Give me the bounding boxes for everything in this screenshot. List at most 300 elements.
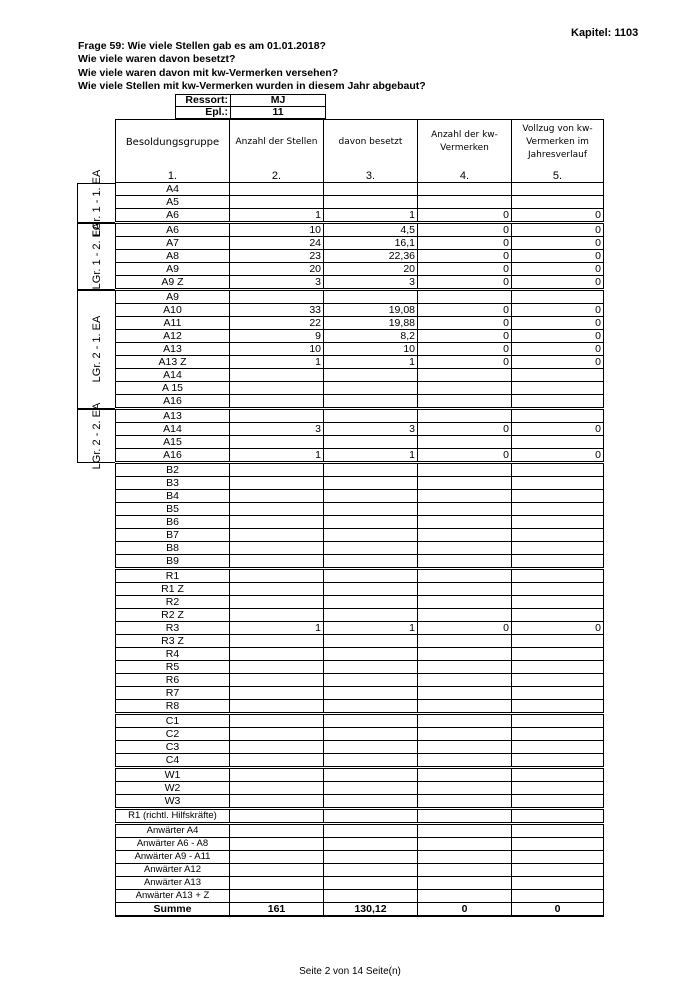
header-cell: Besoldungsgruppe xyxy=(116,120,230,165)
table-row xyxy=(116,395,604,409)
value-cell xyxy=(418,596,512,609)
value-cell xyxy=(230,542,324,555)
value-cell xyxy=(418,516,512,529)
question-block xyxy=(78,40,426,93)
value-cell xyxy=(512,838,604,851)
value-cell xyxy=(230,851,324,864)
value-cell: 0 xyxy=(512,317,604,330)
value-cell xyxy=(418,782,512,795)
value-cell xyxy=(418,890,512,903)
grade-cell: A8 xyxy=(116,250,230,263)
table-row xyxy=(116,369,604,382)
grade-cell: C1 xyxy=(116,714,230,728)
value-cell: 1 xyxy=(230,449,324,463)
ressort-label: Ressort: xyxy=(176,95,231,107)
value-cell xyxy=(230,864,324,877)
chapter-label: Kapitel: 1103 xyxy=(571,27,639,39)
table-row xyxy=(116,741,604,754)
table-row xyxy=(116,583,604,596)
value-cell xyxy=(324,890,418,903)
page-footer: Seite 2 von 14 Seite(n) xyxy=(299,966,401,977)
group-label-lgr2-2ea xyxy=(77,402,115,469)
value-cell xyxy=(324,490,418,503)
value-cell xyxy=(324,583,418,596)
value-cell xyxy=(512,382,604,395)
table-row xyxy=(116,754,604,768)
value-cell: 0 xyxy=(512,622,604,635)
value-cell: 0 xyxy=(512,343,604,356)
grade-cell: Anwärter A13 + Z xyxy=(116,890,230,903)
grade-cell: A13 xyxy=(116,343,230,356)
table-row xyxy=(116,795,604,809)
value-cell xyxy=(324,409,418,423)
value-cell: 0 xyxy=(512,276,604,290)
value-cell xyxy=(230,596,324,609)
value-cell: 8,2 xyxy=(324,330,418,343)
value-cell xyxy=(418,503,512,516)
table-row xyxy=(116,503,604,516)
value-cell xyxy=(418,824,512,838)
value-cell xyxy=(512,395,604,409)
table-row xyxy=(116,330,604,343)
value-cell xyxy=(418,609,512,622)
value-cell xyxy=(230,674,324,687)
table-row xyxy=(116,768,604,782)
value-cell xyxy=(230,687,324,700)
value-cell xyxy=(512,583,604,596)
value-cell xyxy=(230,490,324,503)
value-cell: 1 xyxy=(324,622,418,635)
value-cell xyxy=(230,382,324,395)
value-cell xyxy=(512,674,604,687)
table-row xyxy=(116,596,604,609)
value-cell xyxy=(512,687,604,700)
grade-cell: A4 xyxy=(116,183,230,196)
value-cell xyxy=(230,809,324,824)
table-row xyxy=(116,263,604,276)
header-number-row xyxy=(116,164,604,183)
table-row xyxy=(116,864,604,877)
value-cell: 3 xyxy=(324,423,418,436)
grade-cell: A11 xyxy=(116,317,230,330)
grade-cell: A13 xyxy=(116,409,230,423)
value-cell xyxy=(418,851,512,864)
grade-cell: A9 xyxy=(116,290,230,304)
grade-cell: A15 xyxy=(116,436,230,449)
value-cell: 0 xyxy=(512,449,604,463)
table-row xyxy=(116,382,604,395)
value-cell xyxy=(324,609,418,622)
value-cell: 10 xyxy=(324,343,418,356)
value-cell xyxy=(512,714,604,728)
value-cell xyxy=(230,409,324,423)
value-cell xyxy=(512,409,604,423)
table-row xyxy=(116,290,604,304)
value-cell: 1 xyxy=(230,356,324,369)
grade-cell: A5 xyxy=(116,196,230,209)
value-cell xyxy=(230,609,324,622)
value-cell xyxy=(230,754,324,768)
value-cell xyxy=(418,382,512,395)
value-cell xyxy=(418,838,512,851)
value-cell: 0 xyxy=(512,237,604,250)
grade-cell: W1 xyxy=(116,768,230,782)
group-label-lgr1-1ea xyxy=(77,169,115,236)
value-cell xyxy=(512,463,604,477)
value-cell xyxy=(230,782,324,795)
table-row xyxy=(116,183,604,196)
table-row xyxy=(116,728,604,741)
value-cell xyxy=(324,516,418,529)
value-cell xyxy=(512,183,604,196)
value-cell xyxy=(512,196,604,209)
value-cell: 3 xyxy=(324,276,418,290)
grade-cell: R2 xyxy=(116,596,230,609)
value-cell xyxy=(324,661,418,674)
table-row xyxy=(116,490,604,503)
value-cell xyxy=(324,782,418,795)
table-row xyxy=(116,809,604,824)
table-row xyxy=(116,477,604,490)
value-cell xyxy=(418,741,512,754)
value-cell xyxy=(512,809,604,824)
value-cell xyxy=(418,463,512,477)
positions-table xyxy=(115,119,604,917)
value-cell xyxy=(512,542,604,555)
value-cell: 0 xyxy=(418,622,512,635)
value-cell xyxy=(230,583,324,596)
value-cell: 0 xyxy=(512,263,604,276)
value-cell xyxy=(230,741,324,754)
table-row xyxy=(116,223,604,237)
table-row xyxy=(116,838,604,851)
grade-cell: R4 xyxy=(116,648,230,661)
value-cell xyxy=(230,635,324,648)
value-cell xyxy=(324,838,418,851)
grade-cell: A9 Z xyxy=(116,276,230,290)
value-cell: 22,36 xyxy=(324,250,418,263)
grade-cell: C3 xyxy=(116,741,230,754)
grade-cell: W3 xyxy=(116,795,230,809)
value-cell: 0 xyxy=(418,223,512,237)
table-row xyxy=(116,824,604,838)
sum-row xyxy=(116,903,604,917)
table-row xyxy=(116,423,604,436)
value-cell xyxy=(418,196,512,209)
value-cell xyxy=(418,369,512,382)
value-cell: 9 xyxy=(230,330,324,343)
value-cell: 20 xyxy=(230,263,324,276)
value-cell xyxy=(324,824,418,838)
value-cell xyxy=(230,824,324,838)
value-cell: 16,1 xyxy=(324,237,418,250)
table-row xyxy=(116,250,604,263)
table-row xyxy=(116,317,604,330)
value-cell xyxy=(512,795,604,809)
table-row xyxy=(116,609,604,622)
value-cell xyxy=(230,768,324,782)
table-row xyxy=(116,409,604,423)
table-row xyxy=(116,569,604,583)
grade-cell: C4 xyxy=(116,754,230,768)
value-cell xyxy=(418,728,512,741)
grade-cell: B2 xyxy=(116,463,230,477)
value-cell xyxy=(324,864,418,877)
value-cell xyxy=(230,569,324,583)
table-row xyxy=(116,356,604,369)
table-row xyxy=(116,687,604,700)
header-number: 5. xyxy=(512,164,604,183)
value-cell xyxy=(418,529,512,542)
value-cell xyxy=(418,542,512,555)
grade-cell: Anwärter A12 xyxy=(116,864,230,877)
grade-cell: W2 xyxy=(116,782,230,795)
value-cell xyxy=(512,635,604,648)
grade-cell: R2 Z xyxy=(116,609,230,622)
value-cell: 3 xyxy=(230,423,324,436)
table-row xyxy=(116,877,604,890)
header-cell: davon besetzt xyxy=(324,120,418,165)
value-cell xyxy=(324,596,418,609)
table-row xyxy=(116,237,604,250)
sum-value: 0 xyxy=(418,903,512,917)
value-cell: 1 xyxy=(324,356,418,369)
value-cell: 3 xyxy=(230,276,324,290)
table-row xyxy=(116,463,604,477)
value-cell xyxy=(418,490,512,503)
value-cell xyxy=(512,503,604,516)
group-label-text: LGr. 1 - 2. EA xyxy=(90,222,103,290)
value-cell xyxy=(418,583,512,596)
value-cell xyxy=(512,851,604,864)
grade-cell: B5 xyxy=(116,503,230,516)
grade-cell: R3 xyxy=(116,622,230,635)
value-cell xyxy=(512,700,604,714)
value-cell xyxy=(418,409,512,423)
value-cell xyxy=(418,768,512,782)
value-cell xyxy=(512,596,604,609)
value-cell xyxy=(230,395,324,409)
grade-cell: B4 xyxy=(116,490,230,503)
ressort-value: MJ xyxy=(231,95,326,107)
value-cell xyxy=(512,436,604,449)
grade-cell: C2 xyxy=(116,728,230,741)
value-cell: 1 xyxy=(324,209,418,223)
grade-cell: R7 xyxy=(116,687,230,700)
value-cell: 0 xyxy=(418,330,512,343)
value-cell xyxy=(512,768,604,782)
value-cell xyxy=(230,436,324,449)
table-row xyxy=(116,648,604,661)
grade-cell: A 15 xyxy=(116,382,230,395)
grade-cell: Anwärter A4 xyxy=(116,824,230,838)
epl-value: 11 xyxy=(231,107,326,119)
value-cell: 23 xyxy=(230,250,324,263)
grade-cell: A6 xyxy=(116,209,230,223)
value-cell xyxy=(324,714,418,728)
value-cell xyxy=(324,477,418,490)
value-cell xyxy=(418,674,512,687)
value-cell xyxy=(418,877,512,890)
value-cell xyxy=(324,382,418,395)
question-line: Wie viele waren davon besetzt? xyxy=(78,53,236,66)
value-cell xyxy=(418,290,512,304)
table-row xyxy=(116,782,604,795)
value-cell xyxy=(324,503,418,516)
value-cell xyxy=(324,569,418,583)
table-row xyxy=(116,555,604,569)
value-cell xyxy=(512,477,604,490)
header-number: 4. xyxy=(418,164,512,183)
value-cell xyxy=(230,516,324,529)
value-cell xyxy=(324,754,418,768)
sum-value: 130,12 xyxy=(324,903,418,917)
value-cell xyxy=(324,728,418,741)
value-cell xyxy=(512,741,604,754)
table-row xyxy=(116,622,604,635)
grade-cell: B3 xyxy=(116,477,230,490)
value-cell xyxy=(230,196,324,209)
grade-cell: B6 xyxy=(116,516,230,529)
value-cell xyxy=(324,436,418,449)
value-cell xyxy=(230,477,324,490)
value-cell xyxy=(512,754,604,768)
value-cell xyxy=(324,555,418,569)
value-cell xyxy=(512,824,604,838)
sum-value: 0 xyxy=(512,903,604,917)
value-cell xyxy=(324,674,418,687)
value-cell xyxy=(324,741,418,754)
table-row xyxy=(116,661,604,674)
value-cell xyxy=(324,700,418,714)
value-cell: 0 xyxy=(418,343,512,356)
value-cell xyxy=(512,877,604,890)
value-cell: 19,88 xyxy=(324,317,418,330)
table-row xyxy=(116,529,604,542)
table-row xyxy=(116,304,604,317)
grade-cell: A12 xyxy=(116,330,230,343)
grade-cell: R3 Z xyxy=(116,635,230,648)
value-cell xyxy=(324,687,418,700)
value-cell: 0 xyxy=(512,209,604,223)
table-row xyxy=(116,890,604,903)
table-row xyxy=(116,714,604,728)
value-cell: 0 xyxy=(418,209,512,223)
value-cell: 0 xyxy=(512,250,604,263)
ressort-table xyxy=(175,94,326,119)
grade-cell: R8 xyxy=(116,700,230,714)
group-label-text: LGr. 1 - 1. EA xyxy=(90,169,103,236)
value-cell: 0 xyxy=(512,330,604,343)
value-cell xyxy=(418,477,512,490)
grade-cell: B7 xyxy=(116,529,230,542)
grade-cell: R1 (richtl. Hilfskräfte) xyxy=(116,809,230,824)
question-line: Wie viele waren davon mit kw-Vermerken versehen? xyxy=(78,66,339,79)
value-cell: 1 xyxy=(324,449,418,463)
grade-cell: R1 Z xyxy=(116,583,230,596)
value-cell xyxy=(512,490,604,503)
table-row xyxy=(116,635,604,648)
value-cell xyxy=(230,795,324,809)
value-cell xyxy=(324,290,418,304)
sum-label: Summe xyxy=(116,903,230,917)
value-cell xyxy=(418,700,512,714)
grade-cell: A10 xyxy=(116,304,230,317)
grade-cell: A16 xyxy=(116,449,230,463)
value-cell xyxy=(324,542,418,555)
value-cell xyxy=(324,877,418,890)
value-cell: 0 xyxy=(512,423,604,436)
value-cell xyxy=(230,661,324,674)
value-cell xyxy=(512,555,604,569)
epl-label: Epl.: xyxy=(176,107,231,119)
sum-value: 161 xyxy=(230,903,324,917)
table-row xyxy=(116,343,604,356)
value-cell xyxy=(230,648,324,661)
value-cell: 24 xyxy=(230,237,324,250)
table-row xyxy=(116,449,604,463)
value-cell xyxy=(230,838,324,851)
value-cell xyxy=(512,569,604,583)
value-cell xyxy=(230,529,324,542)
grade-cell: A16 xyxy=(116,395,230,409)
group-label-lgr1-2ea xyxy=(77,223,115,290)
value-cell xyxy=(512,516,604,529)
header-cell: Vollzug von kw-Vermerken im Jahresverlauf xyxy=(512,120,604,165)
value-cell xyxy=(418,864,512,877)
value-cell: 0 xyxy=(512,304,604,317)
grade-cell: A14 xyxy=(116,369,230,382)
value-cell xyxy=(418,555,512,569)
value-cell: 0 xyxy=(418,449,512,463)
grade-cell: Anwärter A6 - A8 xyxy=(116,838,230,851)
value-cell: 10 xyxy=(230,343,324,356)
value-cell xyxy=(230,290,324,304)
value-cell xyxy=(418,569,512,583)
table-row xyxy=(116,851,604,864)
grade-cell: R1 xyxy=(116,569,230,583)
value-cell xyxy=(418,436,512,449)
value-cell: 0 xyxy=(418,263,512,276)
grade-cell: A13 Z xyxy=(116,356,230,369)
value-cell: 0 xyxy=(418,276,512,290)
table-row xyxy=(116,542,604,555)
value-cell: 0 xyxy=(512,223,604,237)
value-cell xyxy=(512,529,604,542)
header-row xyxy=(116,120,604,165)
value-cell xyxy=(418,754,512,768)
value-cell: 1 xyxy=(230,622,324,635)
value-cell: 0 xyxy=(512,356,604,369)
value-cell xyxy=(418,183,512,196)
value-cell xyxy=(324,851,418,864)
value-cell: 19,08 xyxy=(324,304,418,317)
value-cell xyxy=(418,714,512,728)
value-cell xyxy=(418,795,512,809)
value-cell xyxy=(512,369,604,382)
table-row xyxy=(116,700,604,714)
question-line: Frage 59: Wie viele Stellen gab es am 01.01.2018? xyxy=(78,40,326,52)
value-cell: 22 xyxy=(230,317,324,330)
value-cell: 10 xyxy=(230,223,324,237)
value-cell xyxy=(418,635,512,648)
value-cell xyxy=(418,648,512,661)
value-cell xyxy=(324,768,418,782)
table-row xyxy=(116,516,604,529)
value-cell: 0 xyxy=(418,237,512,250)
grade-cell: R5 xyxy=(116,661,230,674)
value-cell xyxy=(512,890,604,903)
